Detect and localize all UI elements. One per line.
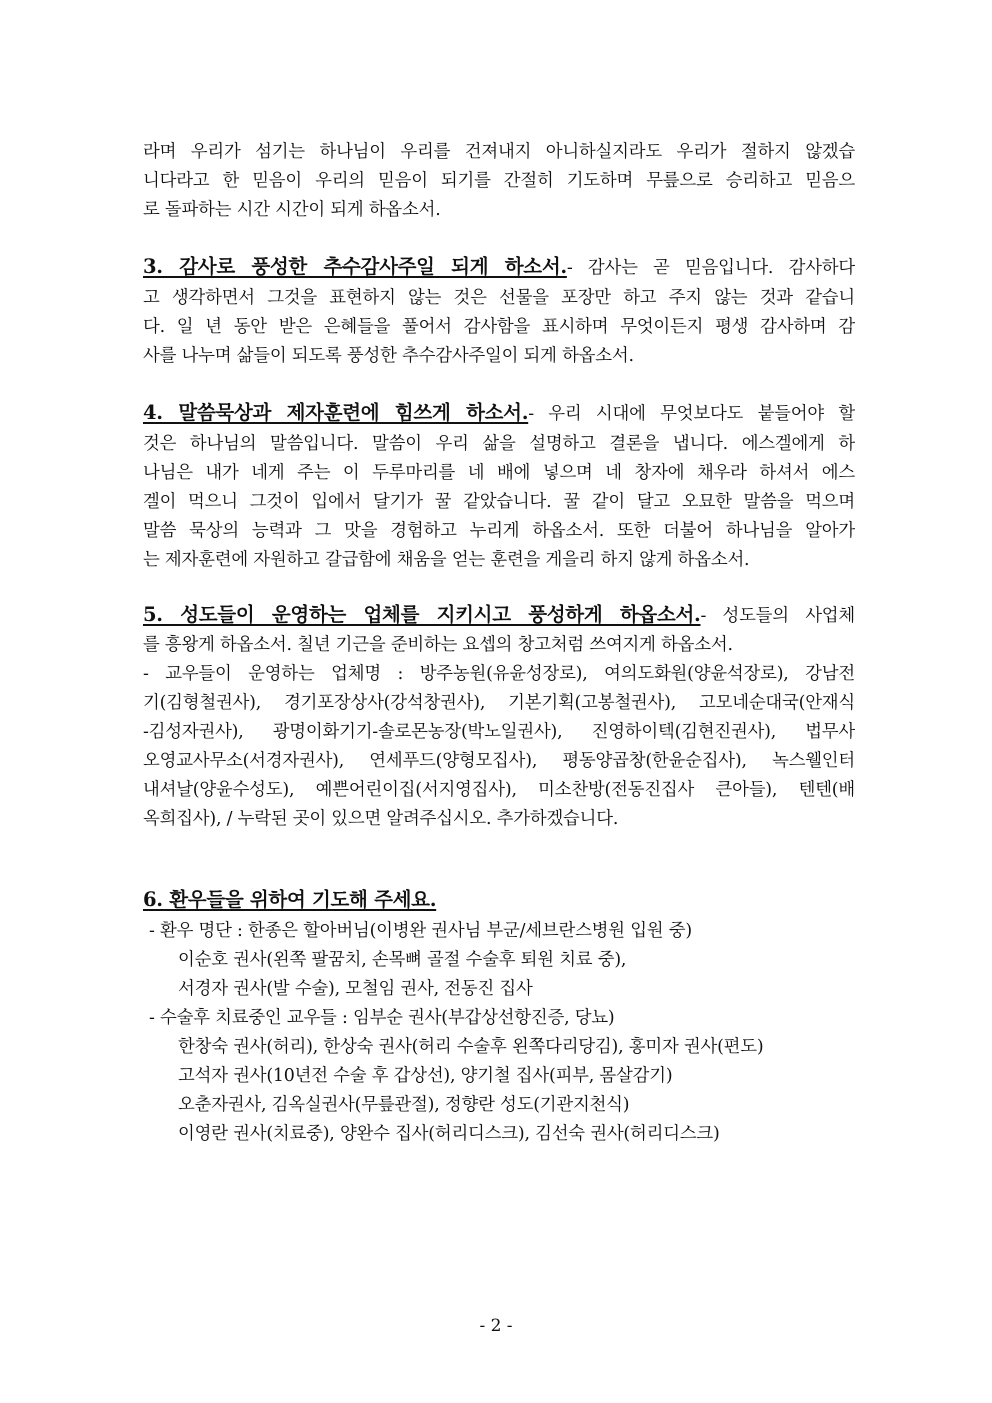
item5-line: 를 흥왕게 하옵소서. 칠년 기근을 준비하는 요셉의 창고처럼 쓰여지게 하옵소서. [143,635,733,655]
patient-list-lead: - 환우 명단 : 한종은 할아버님(이병완 권사님 부군/세브란스병원 입원 중) [149,921,692,941]
item6-heading: 6. 환우들을 위하여 기도해 주세요. [143,888,437,911]
page-number: - 2 - [479,1316,513,1336]
item3-line: 다. 일 년 동안 받은 은혜들을 풀어서 감사함을 표시하며 무엇이든지 평생 감사하며 감 [143,317,855,337]
recovery-list-line: 이영란 권사(치료중), 양완수 집사(허리디스크), 김선숙 권사(허리디스크) [178,1124,720,1144]
item4-line: 것은 하나님의 말씀입니다. 말씀이 우리 삶을 설명하고 결론을 냅니다. 에스겔에게 하 [143,434,855,454]
item5-first-line [143,601,855,630]
item5-line: - 교우들이 운영하는 업체명 : 방주농원(유윤성장로), 여의도화원(양윤석장로), 강남전 [143,664,855,684]
item5-heading: 5. 성도들이 운영하는 업체를 지키시고 풍성하게 하옵소서. [143,603,701,626]
intro-line: 라며 우리가 섬기는 하나님이 우리를 건져내지 아니하실지라도 우리가 절하지 않겠습 [143,142,855,162]
item5-line: -김성자권사), 광명이화기기-솔로몬농장(박노일권사), 진영하이텍(김현진권사), 법무사 [143,722,855,742]
item3-heading: 3. 감사로 풍성한 추수감사주일 되게 하소서. [143,255,567,278]
recovery-list-line: 오춘자권사, 김옥실권사(무릎관절), 정향란 성도(기관지천식) [178,1095,630,1115]
recovery-list-lead: - 수술후 치료중인 교우들 : 임부순 권사(부갑상선항진증, 당뇨) [149,1008,615,1028]
item4-line: 말씀 묵상의 능력과 그 맛을 경험하고 누리게 하옵소서. 또한 더불어 하나님을 알아가 [143,521,855,541]
intro-line: 니다라고 한 믿음이 우리의 믿음이 되기를 간절히 기도하며 무릎으로 승리하고 믿음으 [143,171,855,191]
item4-line: 나님은 내가 네게 주는 이 두루마리를 네 배에 넣으며 네 창자에 채우라 하셔서 에스 [143,463,855,483]
item3-line: 고 생각하면서 그것을 표현하지 않는 것은 선물을 포장만 하고 주지 않는 것과 같습니 [143,288,855,308]
item5-first-rest: - 성도들의 사업체 [700,606,855,626]
item6-first-line [143,886,855,915]
recovery-list-line: 고석자 권사(10년전 수술 후 갑상선), 양기철 집사(피부, 몸살감기) [178,1066,673,1086]
item4-first-rest: - 우리 시대에 무엇보다도 붙들어야 할 [528,404,856,424]
item3-first-rest: - 감사는 곧 믿음입니다. 감사하다 [566,258,855,278]
item5-line: 옥희집사), / 누락된 곳이 있으면 알려주십시오. 추가하겠습니다. [143,809,619,829]
item5-line: 기(김형철권사), 경기포장상사(강석창권사), 기본기획(고봉철권사), 고모네순대국(안재식 [143,693,855,713]
recovery-list-line: 한창숙 권사(허리), 한상숙 권사(허리 수술후 왼쪽다리당김), 홍미자 권사(편도) [178,1037,764,1057]
item4-first-line [143,399,855,428]
item4-line: 는 제자훈련에 자원하고 갈급함에 채움을 얻는 훈련을 게을리 하지 않게 하옵소서. [143,550,750,570]
item4-heading: 4. 말씀묵상과 제자훈련에 힘쓰게 하소서. [143,401,529,424]
patient-list-line: 이순호 권사(왼쪽 팔꿈치, 손목뼈 골절 수술후 퇴원 치료 중), [178,950,627,970]
intro-line: 로 돌파하는 시간 시간이 되게 하옵소서. [143,200,441,220]
item5-line: 오영교사무소(서경자권사), 연세푸드(양형모집사), 평동양곱창(한윤순집사), 녹스웰인터 [143,751,855,771]
item5-line: 내셔날(양윤수성도), 예쁜어린이집(서지영집사), 미소찬방(전동진집사 큰아들), 텐텐(배 [143,780,855,800]
item4-line: 겔이 먹으니 그것이 입에서 달기가 꿀 같았습니다. 꿀 같이 달고 오묘한 말씀을 먹으며 [143,492,855,512]
item3-line: 사를 나누며 삶들이 되도록 풍성한 추수감사주일이 되게 하옵소서. [143,346,634,366]
patient-list-line: 서경자 권사(발 수술), 모철임 권사, 전동진 집사 [178,979,533,999]
item3-first-line [143,253,855,282]
